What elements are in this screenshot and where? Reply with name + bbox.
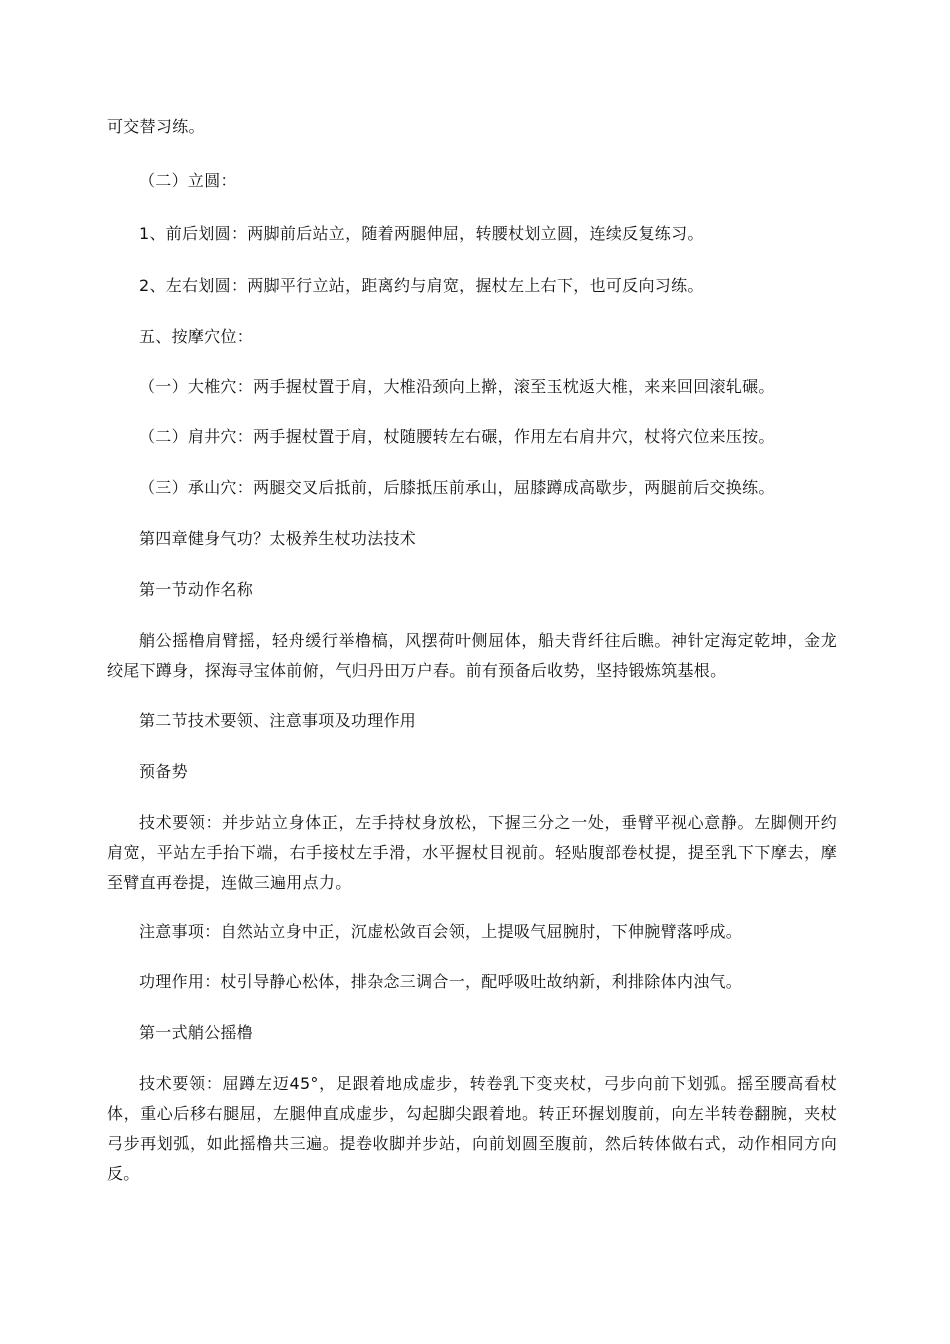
subheading-preparation: 预备势 [139, 762, 188, 781]
section-heading-names: 第一节动作名称 [139, 580, 254, 599]
chapter-heading: 第四章健身气功？太极养生杖功法技术 [139, 529, 417, 548]
paragraph-chengshan-point: （三）承山穴：两腿交叉后抵前，后膝抵压前承山，屈膝蹲成高歇步，两腿前后交换练。 [139, 478, 775, 497]
paragraph-technique-essentials: 技术要领：并步站立身体正，左手持杖身放松，下握三分之一处，垂臂平视心意静。左脚侧开约肩宽，平站左手抬下端，右手接杖左手滑，水平握杖目视前。轻贴腹部卷杖提，提至乳下下摩去，摩至臂直再卷提，连做三遍用点力。 [107, 813, 837, 892]
paragraph-continuation: 可交替习练。 [107, 117, 205, 136]
paragraph-movement-names: 艄公摇橹肩臂摇，轻舟缓行举橹槁，风摆荷叶侧屈体，船夫背纤往后瞧。神针定海定乾坤，金龙绞尾下蹲身，探海寻宝体前俯，气归丹田万户春。前有预备后收势，坚持锻炼筑基根。 [107, 631, 837, 680]
section-heading-technique: 第二节技术要领、注意事项及功理作用 [139, 711, 417, 730]
subheading-vertical-circle: （二）立圆： [139, 171, 237, 190]
paragraph-jianjing-point: （二）肩井穴：两手握杖置于肩，杖随腰转左右碾，作用左右肩井穴，杖将穴位来压按。 [139, 427, 775, 446]
subheading-first-form: 第一式艄公摇橹 [139, 1023, 254, 1042]
paragraph-first-form-technique: 技术要领：屈蹲左迈45°，足跟着地成虚步，转卷乳下变夹杖，弓步向前下划弧。摇至腰高看杖体，重心后移右腿屈，左腿伸直成虚步，勾起脚尖跟着地。转正环握划腹前，向左半转卷翻腕，夹杖弓步再划弧，如此摇橹共三遍。提卷收脚并步站，向前划圆至腹前，然后转体做右式，动作相同方向反。 [107, 1074, 837, 1183]
paragraph-precautions: 注意事项：自然站立身中正，沉虚松敛百会领，上提吸气屈腕肘，下伸腕臂落呼成。 [139, 922, 743, 941]
paragraph-left-right-circle: 2、左右划圆：两脚平行立站，距离约与肩宽，握杖左上右下，也可反向习练。 [139, 276, 704, 295]
heading-massage-points: 五、按摩穴位： [139, 327, 254, 346]
paragraph-dazhui-point: （一）大椎穴：两手握杖置于肩，大椎沿颈向上擀，滚至玉枕返大椎，来来回回滚轧碾。 [139, 377, 775, 396]
paragraph-function: 功理作用：杖引导静心松体，排杂念三调合一，配呼吸吐故纳新，利排除体内浊气。 [139, 972, 743, 991]
paragraph-front-back-circle: 1、前后划圆：两脚前后站立，随着两腿伸屈，转腰杖划立圆，连续反复练习。 [139, 224, 704, 243]
